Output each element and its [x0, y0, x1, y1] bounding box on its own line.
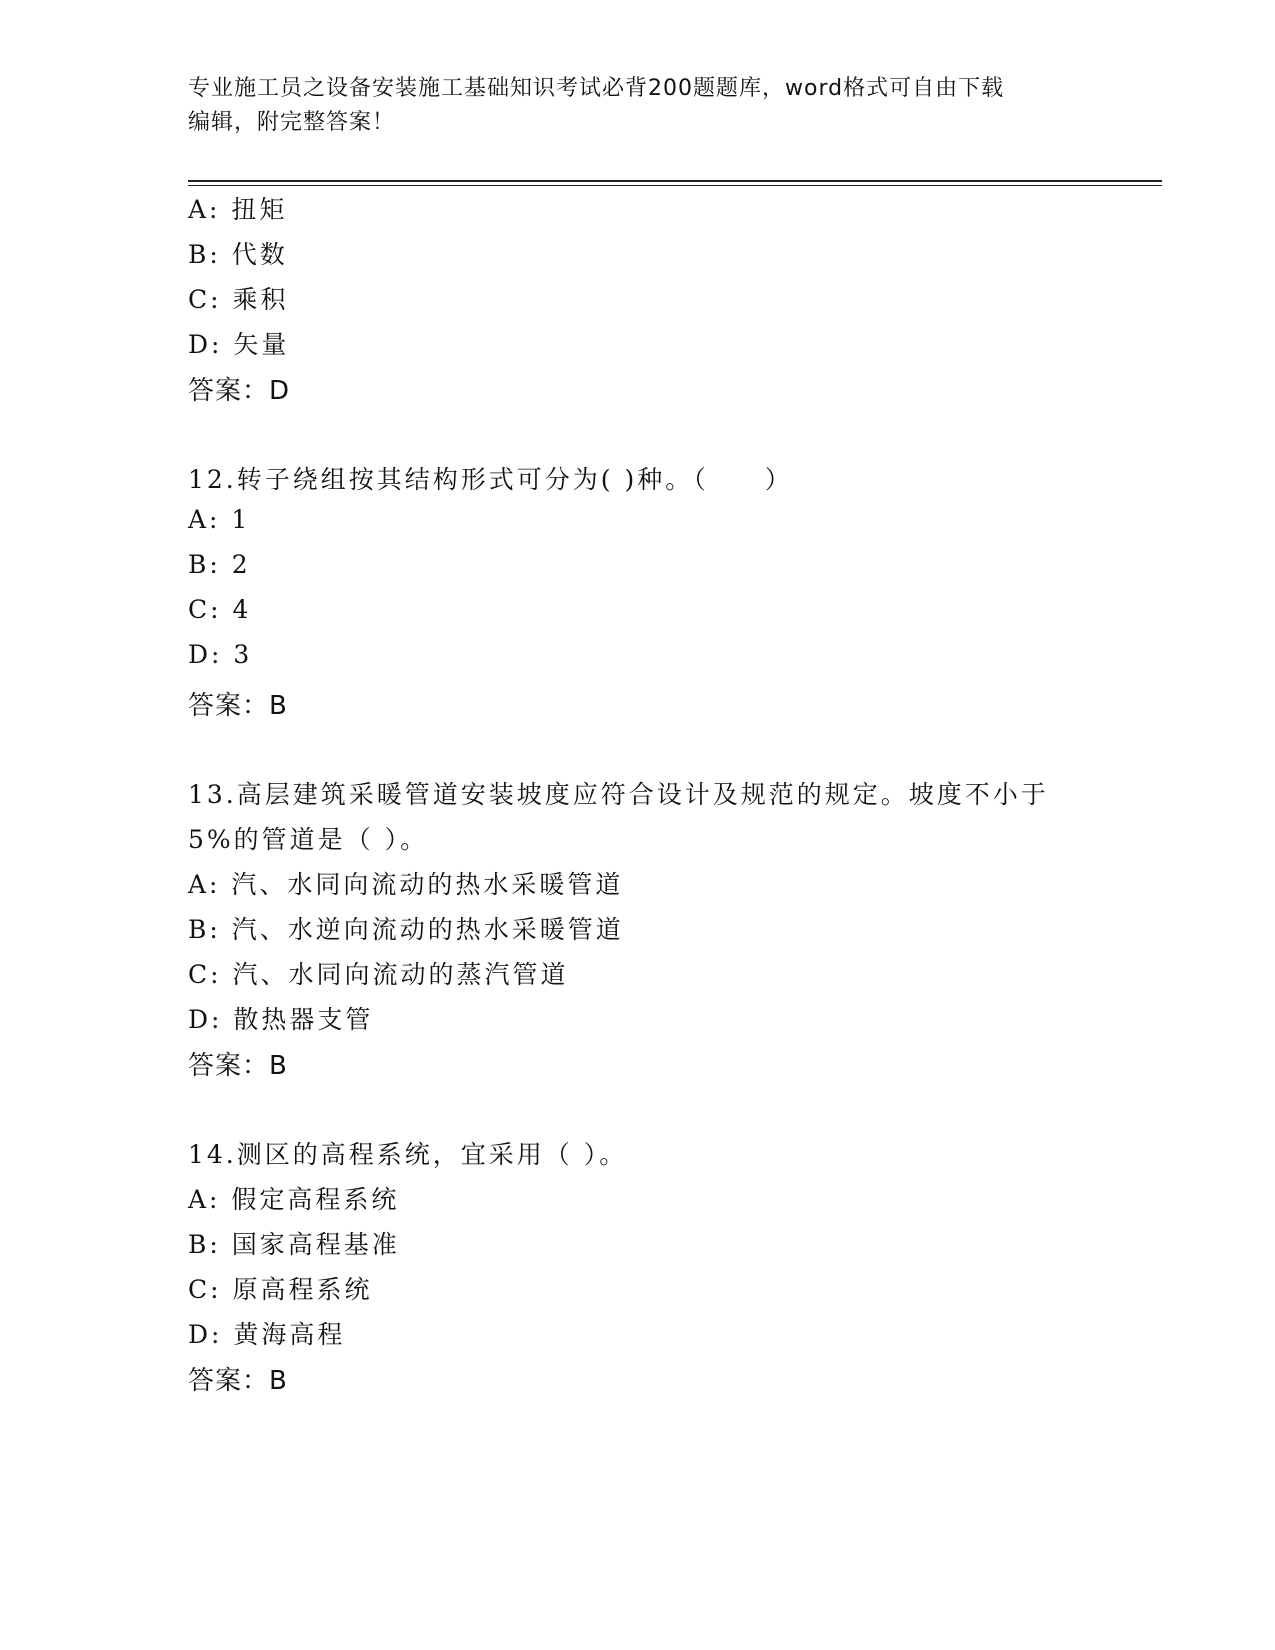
q11-option-b: B: 代数 [188, 240, 288, 269]
header-title-line2: 编辑，附完整答案！ [188, 110, 396, 135]
q13-option-d: D: 散热器支管 [188, 1005, 374, 1034]
q14-option-b: B: 国家高程基准 [188, 1230, 400, 1259]
header-divider-thin [188, 185, 1162, 186]
q11-answer: 答案：D [188, 376, 291, 406]
q12-option-a: A: 1 [188, 505, 251, 534]
q13-stem-line2: 5%的管道是（ ）。 [188, 825, 429, 854]
q12-stem: 12.转子绕组按其结构形式可分为( )种。（ ） [188, 465, 793, 494]
q13-option-b: B: 汽、水逆向流动的热水采暖管道 [188, 915, 624, 944]
q12-answer: 答案：B [188, 691, 288, 721]
q11-option-c: C: 乘积 [188, 285, 289, 314]
q11-option-d: D: 矢量 [188, 330, 290, 359]
q13-stem-line1: 13.高层建筑采暖管道安装坡度应符合设计及规范的规定。坡度不小于 [188, 780, 1049, 809]
q13-option-c: C: 汽、水同向流动的蒸汽管道 [188, 960, 569, 989]
q12-option-b: B: 2 [188, 550, 251, 579]
q12-option-c: C: 4 [188, 595, 252, 624]
q14-option-c: C: 原高程系统 [188, 1275, 373, 1304]
header-title-line1: 专业施工员之设备安装施工基础知识考试必背200题题库，word格式可自由下载 [188, 76, 1005, 101]
q11-option-a: A: 扭矩 [188, 195, 288, 224]
q13-option-a: A: 汽、水同向流动的热水采暖管道 [188, 870, 624, 899]
q14-stem: 14.测区的高程系统，宜采用（ ）。 [188, 1140, 628, 1169]
q12-option-d: D: 3 [188, 640, 253, 669]
header-divider-thick [188, 180, 1162, 182]
q14-option-a: A: 假定高程系统 [188, 1185, 400, 1214]
q13-answer: 答案：B [188, 1051, 288, 1081]
q14-answer: 答案：B [188, 1366, 288, 1396]
document-header [188, 72, 1088, 140]
q14-option-d: D: 黄海高程 [188, 1320, 346, 1349]
